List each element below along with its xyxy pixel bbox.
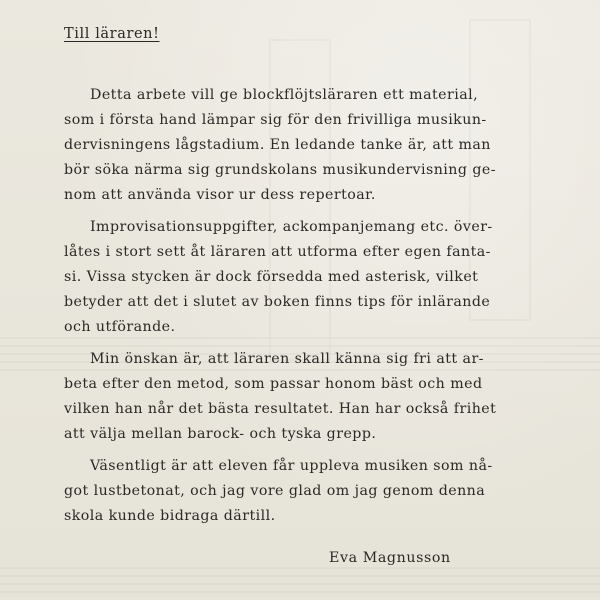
paragraph-1-line-1: Detta arbete vill ge blockflöjtsläraren ett material, <box>90 87 479 103</box>
paragraph-1-line-5: nom att använda visor ur dess repertoar. <box>64 187 376 203</box>
paragraph-2-line-5: och utförande. <box>64 319 176 335</box>
paragraph-4-line-3: skola kunde bidraga därtill. <box>64 508 276 524</box>
paragraph-1-line-3: dervisningens lågstadium. En ledande tanke är, att man <box>64 137 491 153</box>
signature: Eva Magnusson <box>329 550 451 566</box>
paragraph-2-line-3: si. Vissa stycken är dock försedda med asterisk, vilket <box>64 269 479 285</box>
paragraph-2-line-1: Improvisationsuppgifter, ackompanjemang etc. över- <box>90 219 493 235</box>
paragraph-4-line-2: got lustbetonat, och jag vore glad om jag genom denna <box>64 483 486 499</box>
paragraph-3-line-1: Min önskan är, att läraren skall känna sig fri att ar- <box>90 351 484 367</box>
paragraph-3-line-4: att välja mellan barock- och tyska grepp. <box>64 426 377 442</box>
paragraph-2-line-4: betyder att det i slutet av boken finns tips för inlärande <box>64 294 491 310</box>
page-heading: Till läraren! <box>64 26 160 42</box>
paragraph-2-line-2: låtes i stort sett åt läraren att utforma efter egen fanta- <box>64 244 491 260</box>
paragraph-1-line-4: bör söka närma sig grundskolans musikundervisning ge- <box>64 162 496 178</box>
paragraph-1-line-2: som i första hand lämpar sig för den frivilliga musikun- <box>64 112 487 128</box>
paragraph-3-line-3: vilken han når det bästa resultatet. Han har också frihet <box>64 401 497 417</box>
paragraph-3-line-2: beta efter den metod, som passar honom bäst och med <box>64 376 483 392</box>
paragraph-4-line-1: Väsentligt är att eleven får uppleva musiken som nå- <box>90 458 493 474</box>
